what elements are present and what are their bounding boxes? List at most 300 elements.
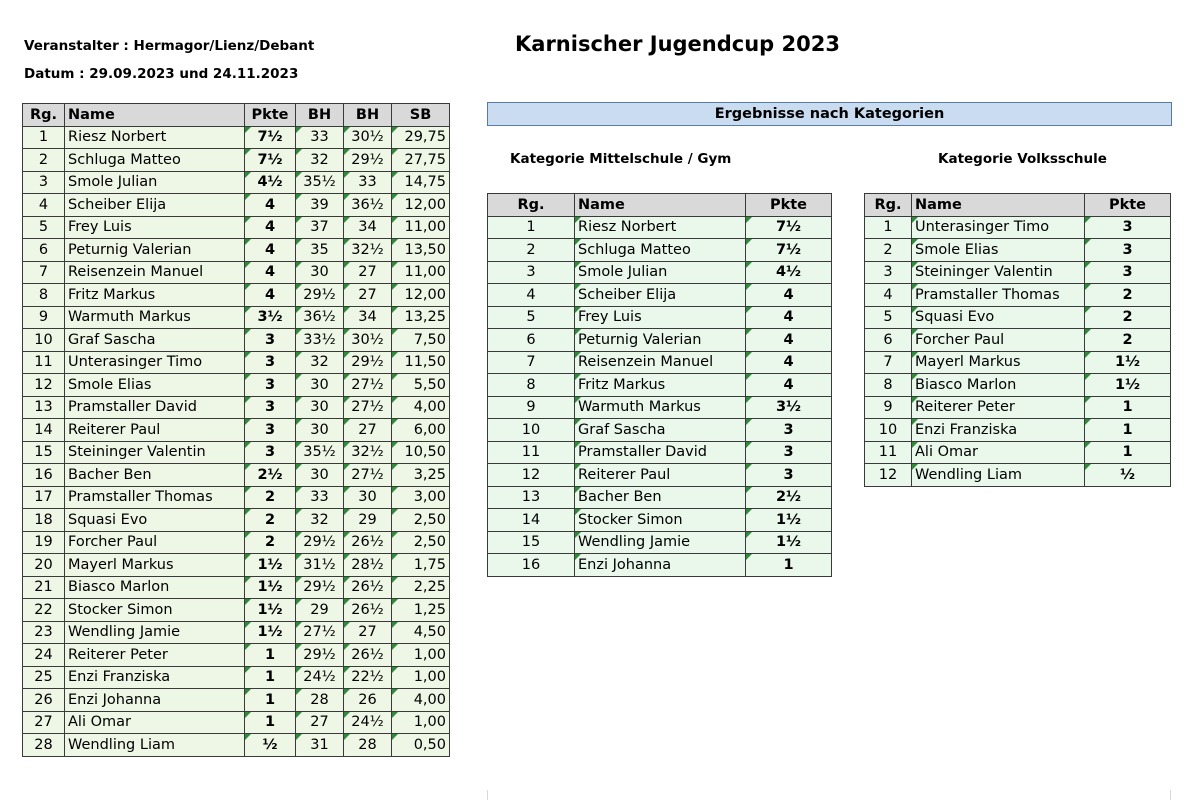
table-row [865,464,1171,487]
table-cell: 15 [23,441,65,464]
table-cell: 7½ [245,126,296,149]
table-cell: 26½ [344,599,392,622]
table-cell: 12,00 [392,284,450,307]
table-cell: 1½ [245,599,296,622]
table-cell: 1½ [746,531,832,554]
table-cell: 3 [1085,261,1171,284]
table-cell: 3 [746,441,832,464]
table-cell: 9 [23,306,65,329]
table-cell: 11 [23,351,65,374]
table-cell: Squasi Evo [65,509,245,532]
table-cell: 24½ [296,666,344,689]
table-cell: 2,50 [392,509,450,532]
table-cell: Reisenzein Manuel [575,351,746,374]
table-cell: 1,75 [392,554,450,577]
table-cell: 3 [245,351,296,374]
table-row [488,306,832,329]
table-cell: 27 [296,711,344,734]
table-cell: 32 [296,351,344,374]
table-cell: 27,75 [392,149,450,172]
table-row [865,441,1171,464]
table-row [488,486,832,509]
table-row [865,284,1171,307]
table-cell: 2 [488,239,575,262]
table-cell: 3 [1085,239,1171,262]
table-cell: Pramstaller Thomas [912,284,1085,307]
table-cell: 32½ [344,441,392,464]
column-header: Name [65,104,245,127]
table-row [23,599,450,622]
table-cell: 29½ [344,149,392,172]
table-cell: 26½ [344,644,392,667]
table-cell: 9 [488,396,575,419]
table-cell: Pramstaller David [575,441,746,464]
table-cell: 6 [488,329,575,352]
table-cell: 28½ [344,554,392,577]
table-cell: Riesz Norbert [65,126,245,149]
table-cell: 18 [23,509,65,532]
table-cell: Smole Elias [65,374,245,397]
table-cell: 29½ [296,284,344,307]
table-row [23,194,450,217]
table-cell: 5 [23,216,65,239]
table-row [23,374,450,397]
table-cell: 7½ [245,149,296,172]
table-cell: 3½ [245,306,296,329]
table-cell: 2 [245,509,296,532]
table-cell: 2 [1085,306,1171,329]
table-cell: Reiterer Peter [65,644,245,667]
table-cell: Smole Julian [65,171,245,194]
table-row [865,239,1171,262]
table-row [865,329,1171,352]
table-cell: 7½ [746,239,832,262]
table-cell: 29½ [296,531,344,554]
column-header: Name [575,194,746,217]
table-cell: 19 [23,531,65,554]
table-cell: Smole Julian [575,261,746,284]
table-row [23,644,450,667]
table-cell: 2 [245,531,296,554]
table-cell: Forcher Paul [912,329,1085,352]
table-cell: Biasco Marlon [65,576,245,599]
table-cell: 1½ [245,576,296,599]
table-cell: 2½ [746,486,832,509]
table-row [488,509,832,532]
table-cell: 0,50 [392,734,450,757]
table-row [23,284,450,307]
table-cell: 16 [488,554,575,577]
table-row [23,396,450,419]
table-cell: 1 [245,644,296,667]
table-cell: 12 [23,374,65,397]
table-cell: 35½ [296,171,344,194]
table-cell: 3 [245,396,296,419]
table-cell: 1 [245,666,296,689]
table-cell: 33 [296,486,344,509]
table-cell: 36½ [344,194,392,217]
table-row [23,486,450,509]
table-cell: 3 [865,261,912,284]
table-row [23,351,450,374]
organizer-label: Veranstalter : Hermagor/Lienz/Debant [24,38,315,54]
table-cell: 4½ [746,261,832,284]
table-row [23,441,450,464]
table-cell: 28 [23,734,65,757]
table-cell: 10 [23,329,65,352]
table-cell: 3½ [746,396,832,419]
table-cell: 4 [865,284,912,307]
table-cell: 11,50 [392,351,450,374]
table-cell: Reiterer Paul [65,419,245,442]
table-cell: Wendling Liam [65,734,245,757]
table-cell: 8 [23,284,65,307]
table-cell: 1 [245,711,296,734]
table-row [865,261,1171,284]
table-row [488,396,832,419]
column-header: Rg. [488,194,575,217]
table-row [488,284,832,307]
table-cell: 26½ [344,531,392,554]
table-cell: Reisenzein Manuel [65,261,245,284]
table-cell: Enzi Franziska [65,666,245,689]
column-header: Rg. [865,194,912,217]
table-cell: Squasi Evo [912,306,1085,329]
table-cell: 1,00 [392,711,450,734]
table-cell: 11,00 [392,261,450,284]
table-cell: 12 [488,464,575,487]
table-cell: 37 [296,216,344,239]
table-cell: 30 [296,261,344,284]
table-cell: Stocker Simon [575,509,746,532]
table-cell: 32 [296,149,344,172]
table-cell: 20 [23,554,65,577]
table-cell: 2 [1085,329,1171,352]
table-cell: 17 [23,486,65,509]
table-cell: 30 [296,464,344,487]
table-cell: Fritz Markus [575,374,746,397]
table-cell: Fritz Markus [65,284,245,307]
table-cell: Smole Elias [912,239,1085,262]
table-cell: 1,25 [392,599,450,622]
table-cell: Mayerl Markus [912,351,1085,374]
table-cell: Peturnig Valerian [575,329,746,352]
table-row [488,261,832,284]
table-cell: Graf Sascha [65,329,245,352]
table-row [23,239,450,262]
category-volksschule-title: Kategorie Volksschule [938,151,1107,167]
table-cell: 4 [245,216,296,239]
table-cell: 28 [296,689,344,712]
table-cell: 1½ [245,621,296,644]
table-cell: 33½ [296,329,344,352]
table-cell: Graf Sascha [575,419,746,442]
results-by-category-banner: Ergebnisse nach Kategorien [487,102,1172,126]
table-cell: 13 [488,486,575,509]
table-cell: 29½ [296,644,344,667]
table-row [23,734,450,757]
table-cell: Scheiber Elija [575,284,746,307]
table-cell: 30 [296,374,344,397]
table-cell: 27½ [344,374,392,397]
table-row [488,216,832,239]
table-cell: 3 [746,464,832,487]
table-cell: 4 [245,261,296,284]
table-row [488,419,832,442]
table-cell: Reiterer Peter [912,396,1085,419]
overall-header-row [23,104,450,127]
table-cell: 6 [23,239,65,262]
table-row [865,216,1171,239]
table-cell: Schluga Matteo [65,149,245,172]
column-header: Rg. [23,104,65,127]
table-cell: Ali Omar [912,441,1085,464]
table-cell: 2 [245,486,296,509]
table-cell: Warmuth Markus [65,306,245,329]
table-cell: 29,75 [392,126,450,149]
table-cell: Biasco Marlon [912,374,1085,397]
table-row [23,531,450,554]
table-row [23,464,450,487]
table-cell: 29 [296,599,344,622]
table-cell: Frey Luis [575,306,746,329]
table-row [23,261,450,284]
mittelschule-body [488,216,832,576]
table-cell: 4 [746,329,832,352]
table-row [865,396,1171,419]
table-cell: 6,00 [392,419,450,442]
table-cell: 11,00 [392,216,450,239]
table-cell: Pramstaller David [65,396,245,419]
table-cell: Riesz Norbert [575,216,746,239]
table-cell: 35 [296,239,344,262]
table-cell: Wendling Liam [912,464,1085,487]
table-cell: 28 [344,734,392,757]
table-cell: 15 [488,531,575,554]
table-row [23,329,450,352]
column-header: Pkte [1085,194,1171,217]
table-cell: 7 [488,351,575,374]
table-cell: 22½ [344,666,392,689]
table-cell: 33 [344,171,392,194]
table-cell: 4 [245,239,296,262]
table-cell: 1½ [1085,351,1171,374]
table-cell: 1 [488,216,575,239]
table-cell: 1,00 [392,666,450,689]
table-cell: 27 [344,621,392,644]
table-row [488,351,832,374]
table-cell: Wendling Jamie [65,621,245,644]
table-cell: 3 [1085,216,1171,239]
table-cell: 12,00 [392,194,450,217]
table-cell: 1 [746,554,832,577]
table-cell: 29½ [344,351,392,374]
table-cell: 16 [23,464,65,487]
table-cell: 5,50 [392,374,450,397]
table-row [488,531,832,554]
table-cell: 8 [865,374,912,397]
table-row [865,351,1171,374]
table-row [865,374,1171,397]
table-cell: 7 [23,261,65,284]
table-cell: 1½ [1085,374,1171,397]
table-cell: Warmuth Markus [575,396,746,419]
column-header: BH [344,104,392,127]
table-row [23,576,450,599]
table-cell: 14,75 [392,171,450,194]
column-header: Name [912,194,1085,217]
table-cell: 4 [746,374,832,397]
table-cell: 27½ [344,396,392,419]
table-row [23,689,450,712]
mittelschule-header-row [488,194,832,217]
table-row [23,666,450,689]
table-cell: 4,00 [392,689,450,712]
table-cell: Steininger Valentin [65,441,245,464]
table-row [488,554,832,577]
table-row [23,306,450,329]
table-cell: 4 [746,306,832,329]
table-row [488,374,832,397]
table-cell: 2,50 [392,531,450,554]
table-cell: 10 [488,419,575,442]
overall-body [23,126,450,756]
table-cell: 3 [245,441,296,464]
table-cell: 35½ [296,441,344,464]
table-cell: Frey Luis [65,216,245,239]
table-row [23,126,450,149]
table-cell: 5 [488,306,575,329]
column-header: Pkte [746,194,832,217]
table-row [488,239,832,262]
table-row [23,621,450,644]
table-row [23,216,450,239]
table-row [23,149,450,172]
volksschule-table [864,193,1171,487]
table-cell: 22 [23,599,65,622]
volksschule-header-row [865,194,1171,217]
table-cell: 1½ [746,509,832,532]
table-cell: Schluga Matteo [575,239,746,262]
table-cell: 12 [865,464,912,487]
table-cell: 10,50 [392,441,450,464]
table-cell: 27½ [296,621,344,644]
table-cell: 1 [1085,396,1171,419]
table-cell: Bacher Ben [575,486,746,509]
table-cell: Mayerl Markus [65,554,245,577]
table-cell: Stocker Simon [65,599,245,622]
table-cell: 26 [344,689,392,712]
table-cell: 5 [865,306,912,329]
table-cell: 2,25 [392,576,450,599]
table-cell: 14 [488,509,575,532]
table-row [23,171,450,194]
table-cell: 26 [23,689,65,712]
table-cell: 2 [23,149,65,172]
table-cell: Enzi Johanna [575,554,746,577]
table-cell: 4 [488,284,575,307]
table-cell: 24½ [344,711,392,734]
table-cell: 27 [344,419,392,442]
table-cell: 14 [23,419,65,442]
table-cell: 27½ [344,464,392,487]
table-row [488,329,832,352]
table-row [488,441,832,464]
table-cell: 4 [245,194,296,217]
table-cell: 30 [296,419,344,442]
table-cell: 29 [344,509,392,532]
table-cell: 32½ [344,239,392,262]
table-cell: 30½ [344,329,392,352]
table-cell: 25 [23,666,65,689]
table-cell: 4,00 [392,396,450,419]
table-row [23,419,450,442]
table-cell: 34 [344,306,392,329]
table-cell: 39 [296,194,344,217]
table-cell: 4 [746,351,832,374]
volksschule-body [865,216,1171,486]
table-cell: Reiterer Paul [575,464,746,487]
mittelschule-table [487,193,832,577]
table-cell: 4 [245,284,296,307]
table-cell: ½ [245,734,296,757]
table-cell: 34 [344,216,392,239]
table-cell: 27 [344,284,392,307]
column-header: Pkte [245,104,296,127]
table-cell: 7 [865,351,912,374]
table-cell: 21 [23,576,65,599]
table-cell: ½ [1085,464,1171,487]
table-cell: 7,50 [392,329,450,352]
table-cell: Unterasinger Timo [65,351,245,374]
category-mittelschule-title: Kategorie Mittelschule / Gym [510,151,732,167]
table-row [865,419,1171,442]
table-cell: Enzi Johanna [65,689,245,712]
table-cell: 3 [746,419,832,442]
table-cell: 33 [296,126,344,149]
table-cell: 1 [865,216,912,239]
table-cell: 29½ [296,576,344,599]
table-row [488,464,832,487]
table-cell: 31 [296,734,344,757]
table-cell: 3 [23,171,65,194]
table-cell: 13 [23,396,65,419]
column-header: BH [296,104,344,127]
table-row [23,554,450,577]
table-cell: 27 [23,711,65,734]
table-cell: Pramstaller Thomas [65,486,245,509]
table-cell: 13,50 [392,239,450,262]
table-cell: 1,00 [392,644,450,667]
table-cell: Wendling Jamie [575,531,746,554]
table-cell: 6 [865,329,912,352]
table-cell: 27 [344,261,392,284]
table-cell: 31½ [296,554,344,577]
table-cell: 3 [245,374,296,397]
table-cell: Ali Omar [65,711,245,734]
table-cell: 3,25 [392,464,450,487]
table-cell: 3 [245,329,296,352]
table-cell: 1 [1085,419,1171,442]
table-cell: 30½ [344,126,392,149]
table-cell: Enzi Franziska [912,419,1085,442]
table-cell: Steininger Valentin [912,261,1085,284]
table-cell: 11 [865,441,912,464]
table-cell: 13,25 [392,306,450,329]
table-cell: 1 [1085,441,1171,464]
table-cell: 4,50 [392,621,450,644]
table-cell: 10 [865,419,912,442]
